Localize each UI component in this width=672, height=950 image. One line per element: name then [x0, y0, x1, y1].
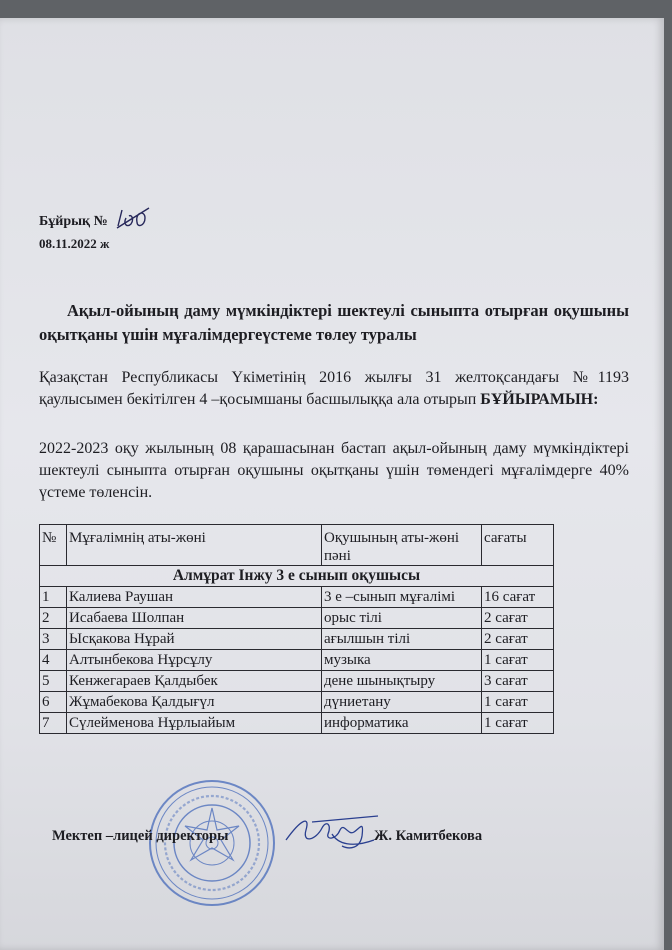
row-hours: 1 сағат: [482, 692, 554, 713]
header-student-subject: Оқушының аты-жөні пәні: [322, 525, 482, 566]
row-hours: 16 сағат: [482, 587, 554, 608]
table-row: [40, 587, 554, 608]
row-number: 1: [40, 587, 67, 608]
row-hours: 1 сағат: [482, 713, 554, 734]
director-position: Мектеп –лицей директоры: [52, 828, 229, 844]
table-header-row: [40, 525, 554, 566]
order-label: Бұйрық №: [39, 214, 108, 229]
row-teacher: Ысқакова Нұрай: [67, 629, 322, 650]
row-number: 5: [40, 671, 67, 692]
header-hours: сағаты: [482, 525, 554, 566]
row-hours: 1 сағат: [482, 650, 554, 671]
row-subject: информатика: [322, 713, 482, 734]
handwritten-signature: [282, 810, 382, 854]
row-teacher: Алтынбекова Нұрсұлу: [67, 650, 322, 671]
row-number: 4: [40, 650, 67, 671]
row-number: 7: [40, 713, 67, 734]
table-row: [40, 608, 554, 629]
row-number: 3: [40, 629, 67, 650]
table-row: [40, 629, 554, 650]
table-row: [40, 650, 554, 671]
table-group-row: [40, 566, 554, 587]
table-row: [40, 713, 554, 734]
row-subject: музыка: [322, 650, 482, 671]
document-title: Ақыл-ойының даму мүмкіндіктері шектеулі сыныпта отырған оқушыны оқытқаны үшін мұғалімдергеүстеме төлеу туралы: [39, 301, 629, 344]
row-hours: 2 сағат: [482, 629, 554, 650]
row-teacher: Сүлейменова Нұрлыайым: [67, 713, 322, 734]
row-number: 6: [40, 692, 67, 713]
row-teacher: Жұмабекова Қалдығүл: [67, 692, 322, 713]
director-name: Ж. Камитбекова: [374, 828, 483, 844]
preamble-paragraph: [39, 367, 629, 411]
student-group-label: Алмұрат Інжу 3 е сынып оқушысы: [40, 566, 554, 587]
row-subject: 3 е –сынып мұғалімі: [322, 587, 482, 608]
order-command: БҰЙЫРАМЫН:: [480, 391, 599, 408]
order-paragraph: 2022-2023 оқу жылының 08 қарашасынан бастап ақыл-ойының даму мүмкіндіктері шектеулі сыныпта отырған оқушыны оқытқаны үшін төмендегі мұғалімдерге 40% үстеме төленсін.: [39, 440, 629, 501]
row-subject: ағылшын тілі: [322, 629, 482, 650]
row-hours: 2 сағат: [482, 608, 554, 629]
preamble-text: Қазақстан Республикасы Үкіметінің 2016 жылғы 31 желтоқсандағы №1193 қаулысымен бекітілген 4 –қосымшаны басшылыққа ала отырып: [39, 369, 629, 408]
row-teacher: Кенжегараев Қалдыбек: [67, 671, 322, 692]
handwritten-order-number: [115, 204, 151, 230]
row-subject: дене шынықтыру: [322, 671, 482, 692]
row-subject: орыс тілі: [322, 608, 482, 629]
order-date: 08.11.2022 ж: [39, 236, 110, 251]
row-number: 2: [40, 608, 67, 629]
header-number: №: [40, 525, 67, 566]
row-subject: дүниетану: [322, 692, 482, 713]
table-row: [40, 692, 554, 713]
document-page: [0, 18, 664, 950]
table-row: [40, 671, 554, 692]
row-teacher: Калиева Раушан: [67, 587, 322, 608]
teachers-table: [39, 524, 554, 734]
row-hours: 3 сағат: [482, 671, 554, 692]
header-teacher: Мұғалімнің аты-жөні: [67, 525, 322, 566]
row-teacher: Исабаева Шолпан: [67, 608, 322, 629]
